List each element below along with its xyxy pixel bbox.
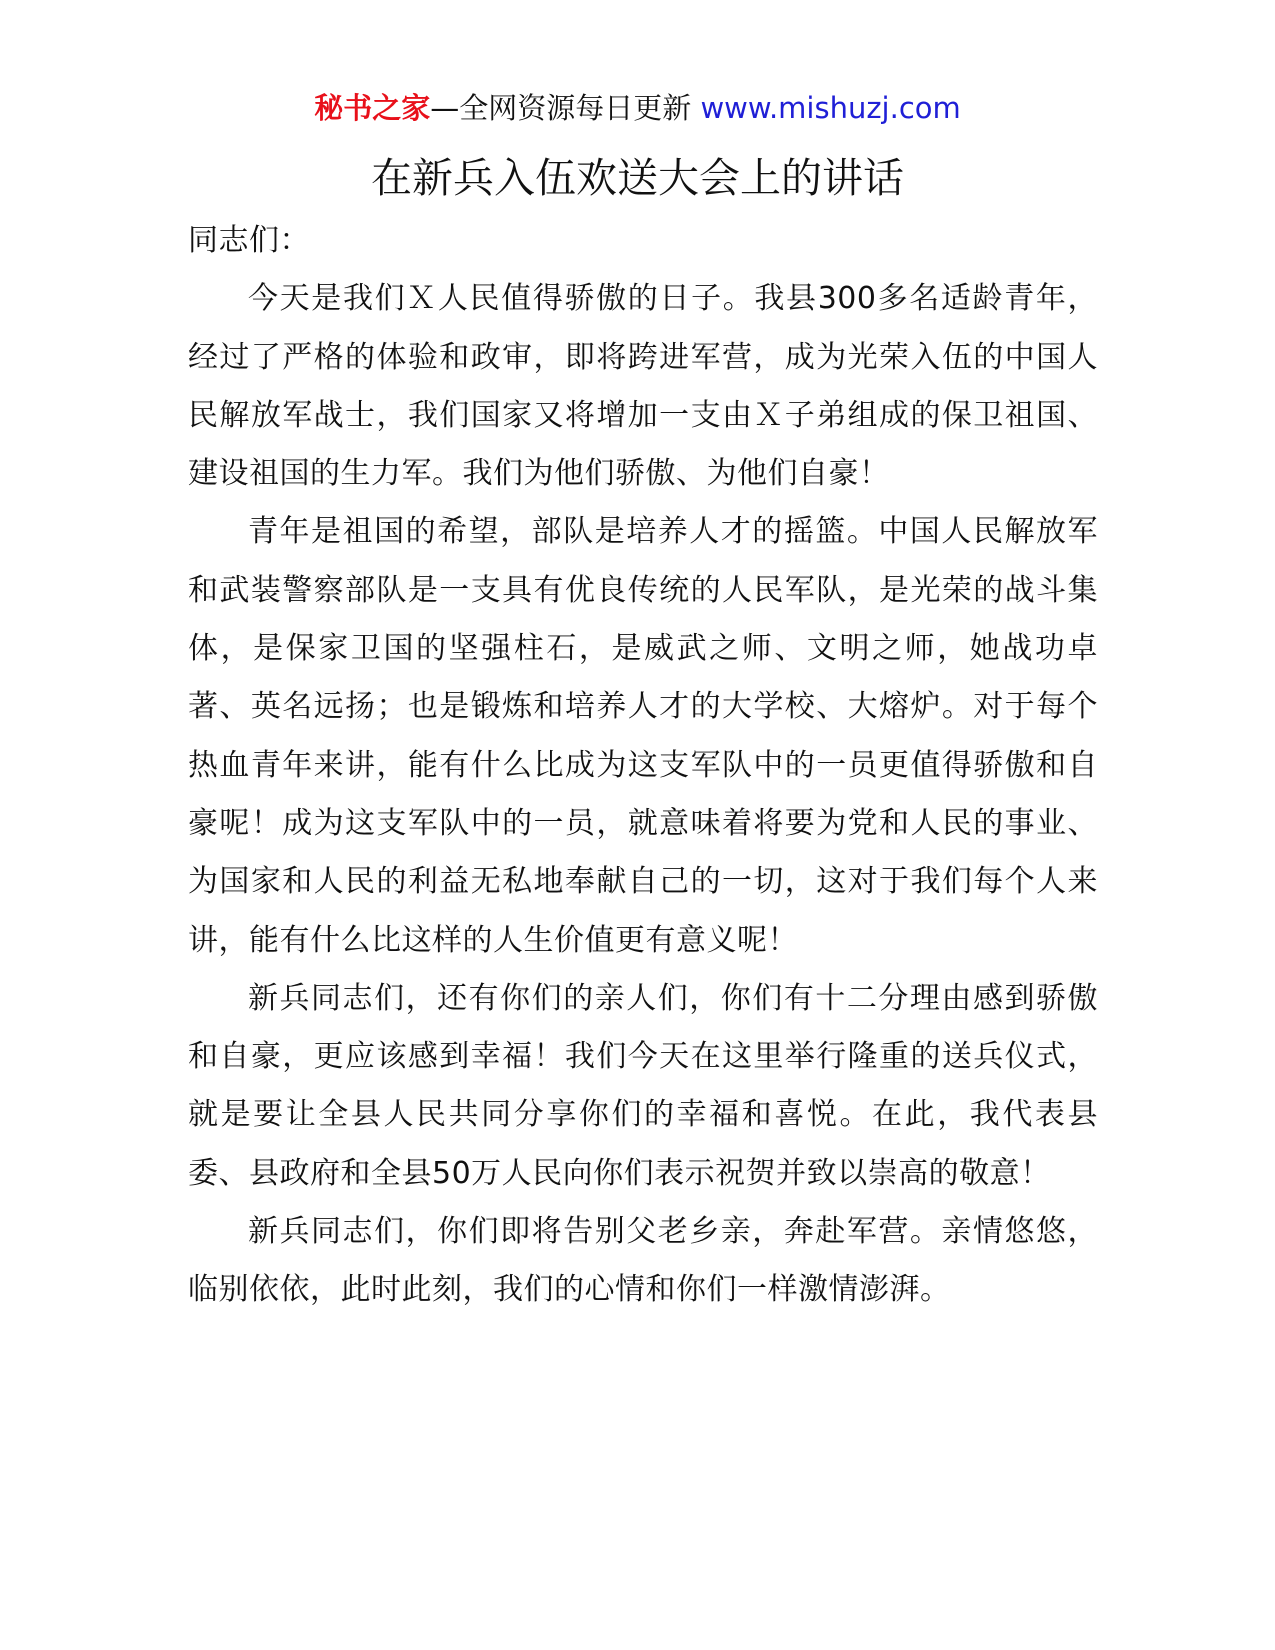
site-link[interactable]: www.mishuzj.com	[700, 91, 961, 125]
paragraph-4: 新兵同志们，你们即将告别父老乡亲，奔赴军营。亲情悠悠，临别依依，此时此刻，我们的心情和你们一样激情澎湃。	[188, 1214, 1098, 1308]
paragraph-2: 青年是祖国的希望，部队是培养人才的摇篮。中国人民解放军和武装警察部队是一支具有优良传统的人民军队，是光荣的战斗集体，是保家卫国的坚强柱石，是威武之师、文明之师，她战功卓著、英名远扬；也是锻炼和培养人才的大学校、大熔炉。对于每个热血青年来讲，能有什么比成为这支军队中的一员更值得骄傲和自豪呢！成为这支军队中的一员，就意味着将要为党和人民的事业、为国家和人民的利益无私地奉献自己的一切，这对于我们每个人来讲，能有什么比这样的人生价值更有意义呢！	[188, 514, 1098, 958]
document-body	[188, 212, 1098, 1320]
document-title: 在新兵入伍欢送大会上的讲话	[371, 154, 904, 202]
salutation: 同志们：	[188, 223, 310, 258]
paragraph-1: 今天是我们Ｘ人民值得骄傲的日子。我县300多名适龄青年，经过了严格的体验和政审，即将跨进军营，成为光荣入伍的中国人民解放军战士，我们国家又将增加一支由Ｘ子弟组成的保卫祖国、建设祖国的生力军。我们为他们骄傲、为他们自豪！	[188, 281, 1098, 492]
page-header	[0, 88, 1275, 128]
header-tagline: —全网资源每日更新	[430, 91, 692, 125]
brand-name: 秘书之家	[314, 91, 431, 125]
paragraph-3: 新兵同志们，还有你们的亲人们，你们有十二分理由感到骄傲和自豪，更应该感到幸福！我们今天在这里举行隆重的送兵仪式，就是要让全县人民共同分享你们的幸福和喜悦。在此，我代表县委、县政府和全县50万人民向你们表示祝贺并致以崇高的敬意！	[188, 980, 1098, 1191]
